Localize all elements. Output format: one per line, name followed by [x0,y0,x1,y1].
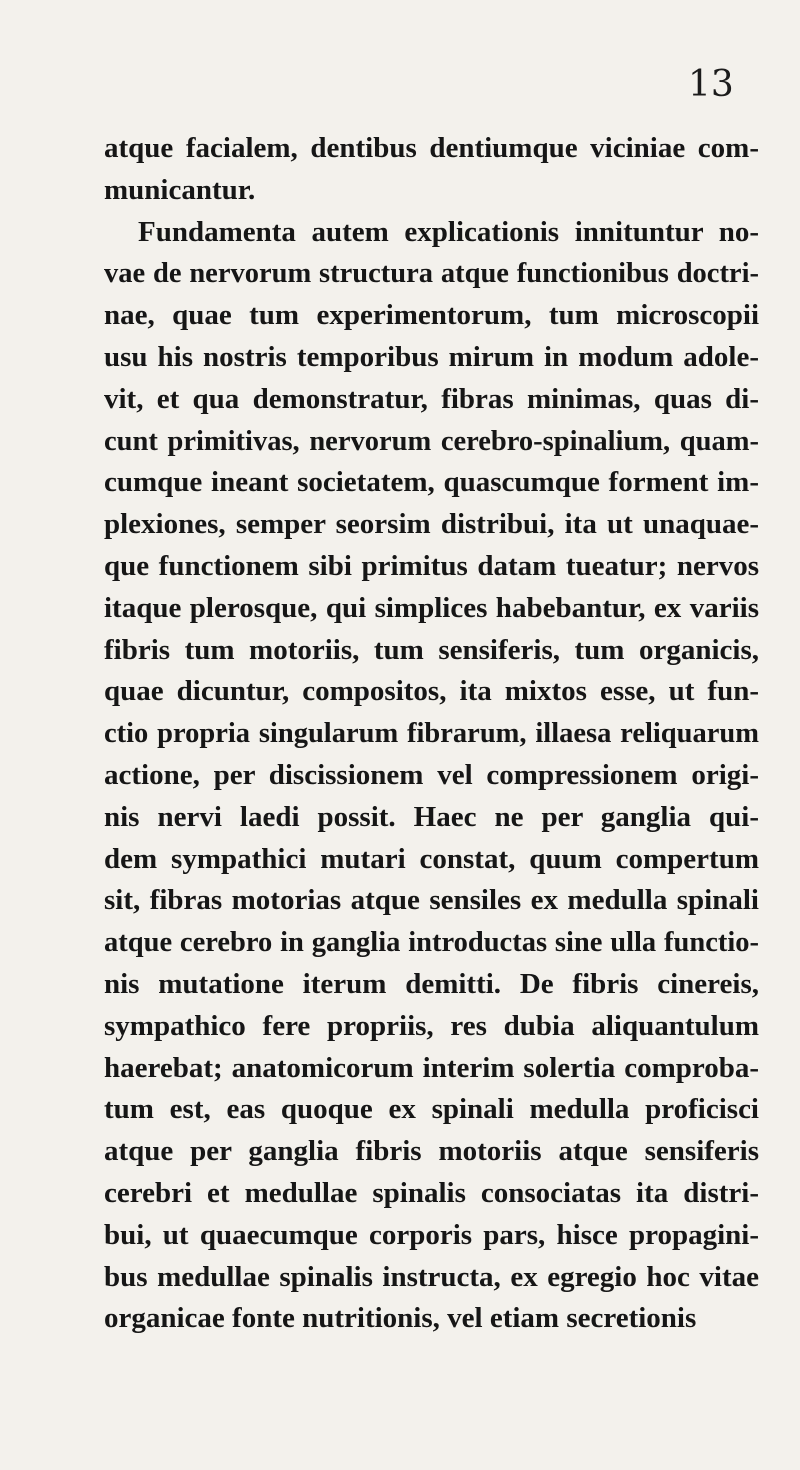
text-line: atque cerebro in ganglia introductas sine ulla functio- [104,927,759,959]
text-line: dem sympathici mutari constat, quum compertum [104,842,759,875]
text-line: usu his nostris temporibus mirum in modum adole- [104,340,759,373]
text-line: Fundamenta autem explicationis innituntur no- [138,215,759,248]
text-line: cerebri et medullae spinalis consociatas ita distri- [104,1176,759,1209]
text-line: vit, et qua demonstratur, fibras minimas, quas di- [104,382,759,415]
text-line: actione, per discissionem vel compressionem origi- [104,758,759,791]
text-line: sit, fibras motorias atque sensiles ex medulla spinali [104,884,759,917]
text-line: atque facialem, dentibus dentiumque viciniae com- [104,132,759,164]
text-line: municantur. [104,173,256,206]
text-line: haerebat; anatomicorum interim solertia comproba- [104,1051,759,1084]
text-line: organicae fonte nutritionis, vel etiam secretionis [104,1302,697,1335]
body-text [104,128,759,1340]
page-number: 13 [688,64,734,105]
text-line: vae de nervorum structura atque functionibus doctri- [104,258,759,290]
text-line: fibris tum motoriis, tum sensiferis, tum organicis, [104,633,759,666]
text-line: nis mutatione iterum demitti. De fibris cinereis, [104,967,759,1000]
text-line: nis nervi laedi possit. Haec ne per ganglia qui- [104,800,759,833]
text-line: itaque plerosque, qui simplices habebantur, ex variis [104,591,759,624]
text-line: tum est, eas quoque ex spinali medulla proficisci [104,1093,759,1126]
text-line: quae dicuntur, compositos, ita mixtos esse, ut fun- [104,675,759,708]
text-line: sympathico fere propriis, res dubia aliquantulum [104,1009,759,1042]
text-line: cumque ineant societatem, quascumque forment im- [104,466,759,499]
text-line: que functionem sibi primitus datam tueatur; nervos [104,549,759,582]
text-line: plexiones, semper seorsim distribui, ita ut unaquae- [104,508,759,541]
text-line: nae, quae tum experimentorum, tum microscopii [104,299,759,332]
text-line: bus medullae spinalis instructa, ex egregio hoc vitae [104,1260,759,1293]
text-line: atque per ganglia fibris motoriis atque sensiferis [104,1135,759,1168]
text-line: bui, ut quaecumque corporis pars, hisce propagini- [104,1218,759,1251]
text-line: cunt primitivas, nervorum cerebro-spinalium, quam- [104,425,759,457]
text-line: ctio propria singularum fibrarum, illaesa reliquarum [104,718,759,750]
